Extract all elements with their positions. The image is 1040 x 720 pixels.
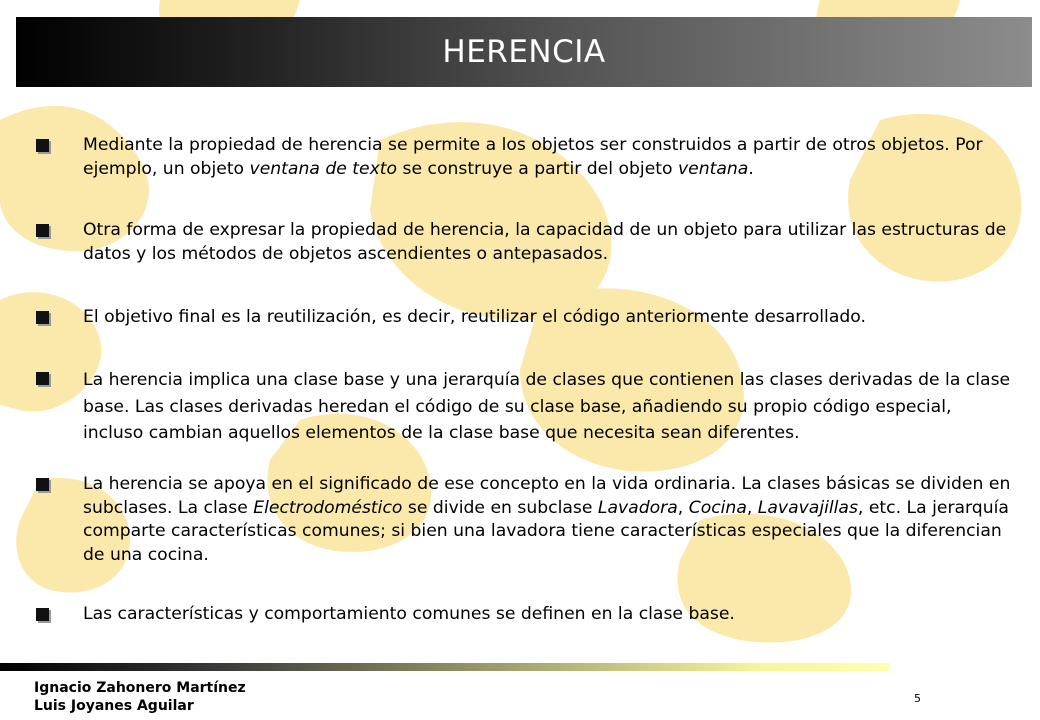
page-number: 5 [914,692,921,705]
text-run: , [677,497,689,518]
text-run: , etc. La jerarquía comparte características comunes; si bien una lavadora tiene características especiales que la diferencian de una cocina. [83,497,1009,565]
text-run: Las características y comportamiento comunes se definen en la clase base. [83,604,735,624]
bullet-text [83,603,1016,627]
text-run: Mediante la propiedad de herencia se permite a los objetos ser construidos a partir de otros objetos. Por ejemplo, un objeto [83,135,983,179]
italic-term: Lavavajillas [757,497,858,518]
text-run: , [746,497,758,518]
text-run: se divide en subclase [402,497,598,518]
square-bullet-icon [36,372,49,385]
text-run: La herencia se apoya en el significado de ese concepto en la vida ordinaria. La clases básicas se dividen en subclases. La clase [83,474,1011,518]
square-bullet-icon [36,311,49,324]
text-run: Otra forma de expresar la propiedad de herencia, la capacidad de un objeto para utilizar las estructuras de datos y los métodos de objetos ascendientes o antepasados. [83,220,1007,264]
square-bullet-icon [36,478,49,491]
bullet-item [36,134,1016,181]
italic-term: ventana [678,158,749,179]
bullet-item [36,367,1016,447]
text-run: La herencia implica una clase base y una jerarquía de clases que contienen las clases derivadas de la clase base. Las clases derivadas heredan el código de su clase base, añadiendo su propio código especial, incluso cambian aquellos elementos de la clase base que necesita sean diferentes. [83,370,1011,443]
bullet-text [83,306,1016,330]
square-bullet-icon [36,139,49,152]
author-name-1: Ignacio Zahonero Martínez [34,680,246,696]
text-run: se construye a partir del objeto [397,158,678,179]
author-name-2: Luis Joyanes Aguilar [34,698,194,714]
bullet-text [83,473,1016,567]
square-bullet-icon [36,224,49,237]
square-bullet-icon [36,608,49,621]
italic-term: Lavadora [597,497,678,518]
italic-term: Electrodoméstico [253,497,403,518]
bullet-item [36,473,1016,567]
italic-term: Cocina [688,497,747,518]
bullet-text [83,134,1016,181]
bullet-text [83,367,1016,447]
footer-gradient-bar [0,663,890,671]
text-run: El objetivo final es la reutilización, es decir, reutilizar el código anteriormente desarrollado. [83,307,866,327]
italic-term: ventana de texto [249,158,398,179]
text-run: . [748,158,754,179]
slide-title: HERENCIA [442,34,606,70]
bullet-text [83,219,1016,266]
bullet-item [36,219,1016,266]
bullet-item [36,603,1016,627]
title-bar [16,17,1032,87]
bullet-item [36,306,1016,330]
